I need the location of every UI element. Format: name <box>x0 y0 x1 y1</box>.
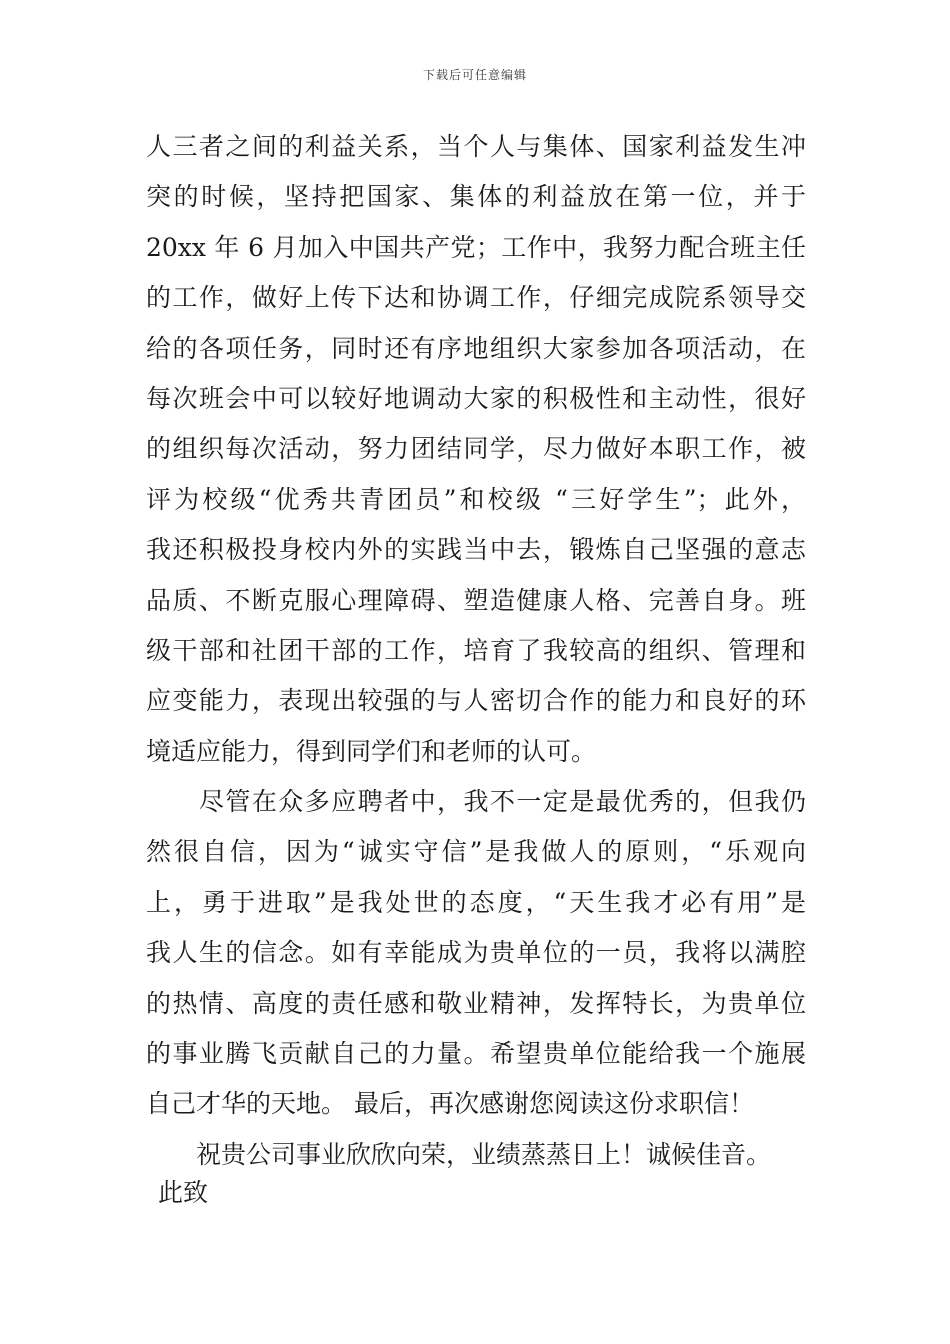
letter-body <box>146 122 806 1180</box>
text-line: 给的各项任务，同时还有序地组织大家参加各项活动，在 <box>146 333 806 363</box>
text-line: 的事业腾飞贡献自己的力量。希望贵单位能给我一个施展 <box>146 1039 806 1069</box>
page-header: 下载后可任意编辑 <box>422 68 527 82</box>
text-line: 的组织每次活动，努力团结同学，尽力做好本职工作，被 <box>146 434 806 464</box>
closing-salutation: 此致 <box>158 1178 209 1207</box>
text-line: 应变能力，表现出较强的与人密切合作的能力和良好的环 <box>146 686 806 716</box>
text-line: 20xx 年 6 月加入中国共产党；工作中，我努力配合班主任 <box>146 232 806 262</box>
text-line: 我人生的信念。如有幸能成为贵单位的一员，我将以满腔 <box>146 938 806 968</box>
text-line: 级干部和社团干部的工作，培育了我较高的组织、管理和 <box>146 635 806 665</box>
text-line: 我还积极投身校内外的实践当中去，锻炼自己坚强的意志 <box>146 535 806 565</box>
paragraph-2 <box>146 777 806 1130</box>
text-line: 上，勇于进取”是我处世的态度，“天生我才必有用”是 <box>146 887 806 917</box>
text-line: 祝贵公司事业欣欣向荣，业绩蒸蒸日上！诚候佳音。 <box>146 1139 772 1169</box>
paragraph-1 <box>146 122 806 777</box>
text-line: 的热情、高度的责任感和敬业精神，发挥特长，为贵单位 <box>146 988 806 1018</box>
paragraph-3 <box>146 1130 806 1180</box>
text-line: 然很自信，因为“诚实守信”是我做人的原则，“乐观向 <box>146 837 806 867</box>
text-line: 突的时候，坚持把国家、集体的利益放在第一位，并于 <box>146 182 806 212</box>
text-line: 每次班会中可以较好地调动大家的积极性和主动性，很好 <box>146 383 806 413</box>
text-line: 自己才华的天地。 最后，再次感谢您阅读这份求职信！ <box>146 1089 754 1119</box>
text-line: 尽管在众多应聘者中，我不一定是最优秀的，但我仍 <box>146 787 806 817</box>
text-line: 评为校级“优秀共青团员”和校级 “三好学生”；此外， <box>146 484 806 514</box>
text-line: 境适应能力，得到同学们和老师的认可。 <box>146 736 597 766</box>
text-line: 品质、不断克服心理障碍、塑造健康人格、完善自身。班 <box>146 585 806 615</box>
text-line: 的工作，做好上传下达和协调工作，仔细完成院系领导交 <box>146 283 806 313</box>
text-line: 人三者之间的利益关系，当个人与集体、国家利益发生冲 <box>146 132 806 161</box>
